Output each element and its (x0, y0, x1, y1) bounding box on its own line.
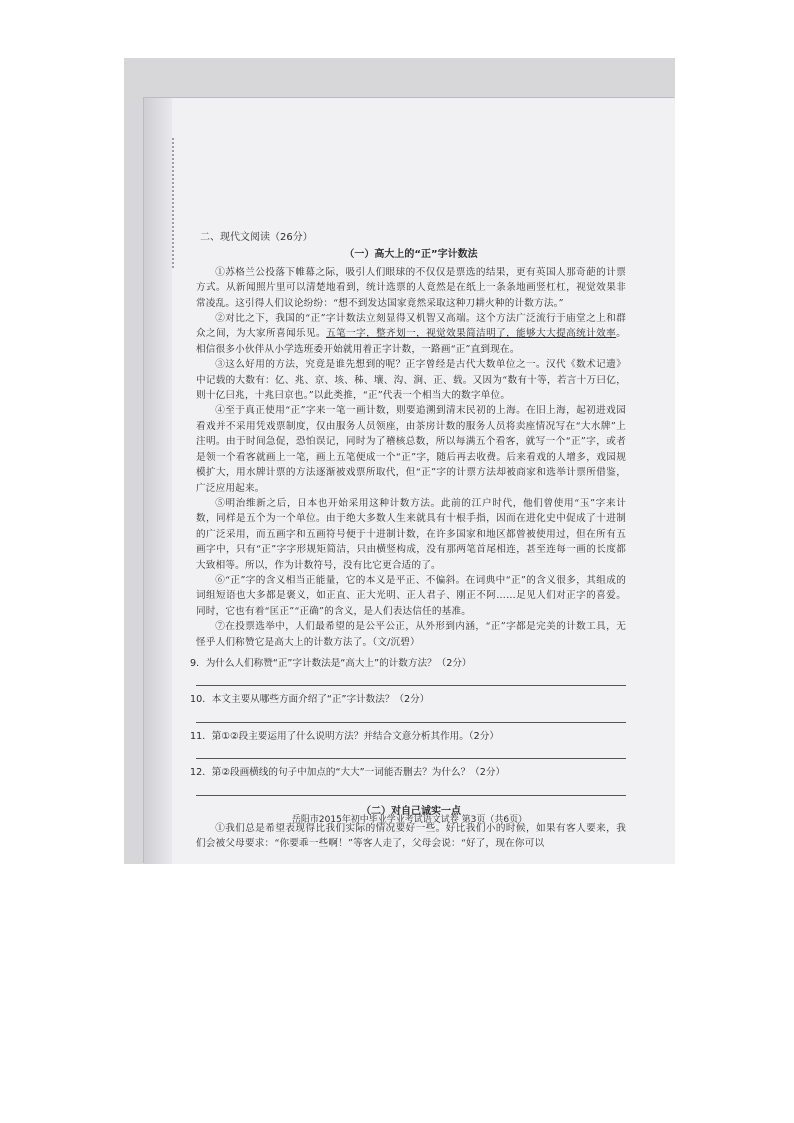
question-10: 10．本文主要从哪些方面介绍了“正”字计数法？（2分） (190, 694, 430, 706)
article-1-paragraph-7: ⑦在投票选举中，人们最希望的是公平公正，从外形到内涵，“正”字都是完美的计数工具，无怪乎人们称赞它是高大上的计数方法了。（文/沉碧） (196, 621, 626, 648)
article-1-paragraph-2 (196, 311, 626, 357)
paragraph-2-text-before: ②对比之下，我国的“正”字计数法立刻显得又机智又高端。这个方法广泛流行于庙堂之上和群众之间，为大家所喜闻乐见。 (196, 313, 626, 340)
article-2-title: （二）对自己诚实一点 (361, 805, 461, 817)
underlined-sentence: 五笔一字，整齐划一，视觉效果简洁明了，能够大大提高统计效率 (326, 328, 617, 340)
article-2-paragraph-1: ①我们总是希望表现得比我们实际的情况要好一些。好比我们小的时候，如果有客人要来，我们会被父母要求：“你要乖一些啊！”等客人走了，父母会说：“好了，现在你可以 (196, 823, 626, 850)
answer-line-10 (196, 708, 626, 723)
page-footer: 岳阳市2015年初中毕业学业考试语文试卷 第3页（共6页） (291, 815, 528, 825)
article-1-paragraph-6: ⑥“正”字的含义相当正能量，它的本义是平正、不偏斜。在词典中“正”的含义很多，其组成的词组短语也大多都是褒义，如正直、正大光明、正人君子、刚正不阿……足见人们对正字的喜爱。同时，它也有着“匡正”“正确”的含义，是人们表达信任的基准。 (196, 574, 626, 617)
question-11: 11．第①②段主要运用了什么说明方法？并结合文意分析其作用。（2分） (190, 730, 499, 742)
article-1-paragraph-4: ④至于真正使用“正”字来一笔一画计数，则要追溯到清末民初的上海。在旧上海，起初进戏园看戏并不采用凭戏票制度，仅由服务人员领座，由茶房计数的服务人员将卖座情况写在“大水牌”上注明。由于时间急促，恐怕误记，同时为了稽核总数，所以每满五个看客，就写一个“正”字，或者是领一个看客就画上一笔，画上五笔便成一个“正”字，随后再去收费。后来看戏的人增多，戏园规模扩大，用水牌计票的方法逐渐被戏票所取代，但“正”字的计票方法却被商家和选举计票所借鉴，广泛应用起来。 (196, 405, 626, 494)
answer-line-12 (196, 781, 626, 796)
exam-content (190, 230, 626, 852)
article-1-paragraph-3: ③这么好用的方法，究竟是谁先想到的呢？正字曾经是古代大数单位之一。汉代《数术记遗》中记载的大数有：亿、兆、京、垓、秭、壤、沟、涧、正、载。又因为“数有十等，若言十万曰亿，则十亿曰兆，十兆曰京也。”以此类推，“正”代表一个相当大的数字单位。 (196, 359, 626, 402)
article-1-title: （一）高大上的“正”字计数法 (344, 249, 478, 261)
paper-fold-edge (144, 98, 172, 864)
section-title: 二、现代文阅读（26分） (200, 232, 313, 243)
answer-line-9 (196, 671, 626, 686)
article-1-paragraph-5: ⑤明治维新之后，日本也开始采用这种计数方法。此前的江户时代，他们曾使用“玉”字来计数，同样是五个为一个单位。由于绝大多数人生来就具有十根手指，因而在进化史中促成了十进制的广泛采用，而五画字和五画符号便于十进制计数，在许多国家和地区都曾被使用过，但在所有五画字中，只有“正”字字形规矩简洁，只由横竖构成，没有那两笔首尾相连，甚至连每一画的长度都大致相等。所以，作为计数符号，没有比它更合适的了。 (196, 497, 626, 571)
question-12: 12．第②段画横线的句子中加点的“大大”一词能否删去？为什么？（2分） (190, 767, 506, 779)
staple-perforation (172, 138, 176, 268)
article-1-paragraph-1: ①苏格兰公投落下帷幕之际，吸引人们眼球的不仅仅是票选的结果，更有英国人那奇葩的计票方式。从新闻照片里可以清楚地看到，统计选票的人竟然是在纸上一条条地画竖杠杠，视觉效果非常凌乱。这引得人们议论纷纷：“想不到发达国家竟然采取这种刀耕火种的计数方法。” (196, 266, 626, 309)
answer-line-11 (196, 744, 626, 759)
question-9: 9．为什么人们称赞“正”字计数法是“高大上”的计数方法？（2分） (190, 657, 472, 669)
paragraph-2-text-after: 。相信很多小伙伴从小学选班委开始就用着正字计数，一路画“正”直到现在。 (196, 328, 626, 355)
